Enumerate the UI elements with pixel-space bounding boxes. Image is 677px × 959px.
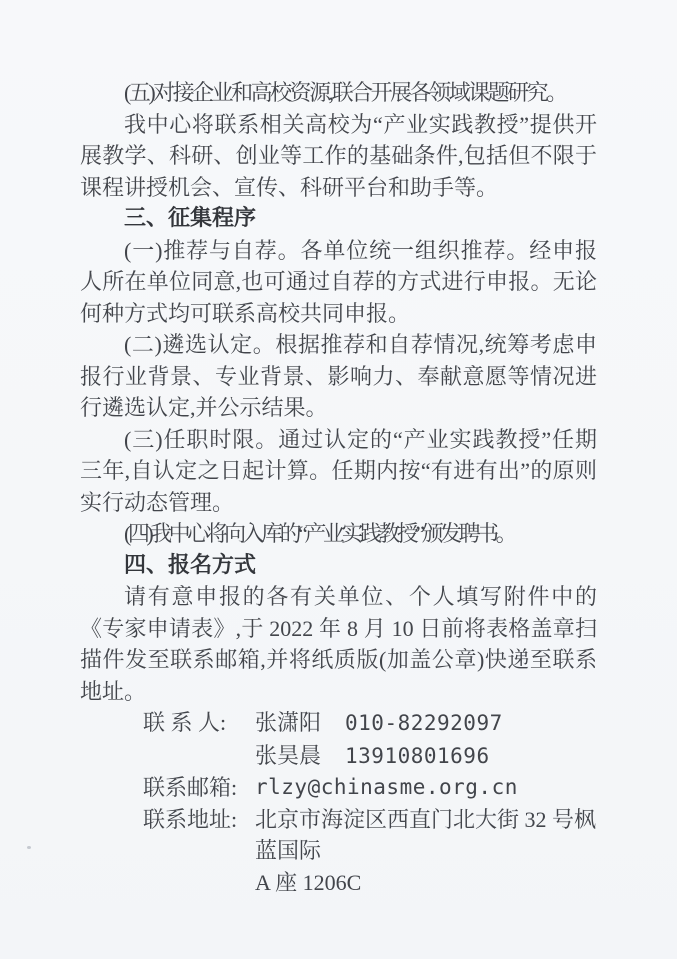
contact-person-name-1: 张潇阳	[255, 710, 322, 735]
document-body	[80, 77, 597, 898]
scan-artifact-dot	[27, 846, 31, 849]
contact-label-spacer	[143, 740, 255, 773]
paragraph-selection-confirmation: (二)遴选认定。根据推荐和自荐情况,统筹考虑申报行业背景、专业背景、影响力、奉献意愿等情况进行遴选认定,并公示结果。	[80, 332, 597, 420]
contact-person-phone-1: 010-82292097	[345, 711, 503, 735]
contact-address-row-2	[143, 867, 597, 899]
contact-person-label: 联 系 人:	[143, 710, 227, 735]
section-heading-registration-method: 四、报名方式	[124, 552, 257, 578]
contact-address-line-2: A 座 1206C	[255, 869, 362, 895]
section-heading-collection-procedure: 三、征集程序	[124, 206, 257, 231]
contact-email-value: rlzy@chinasme.org.cn	[255, 775, 518, 799]
contact-person-phone-2: 13910801696	[345, 743, 490, 768]
contact-address-label: 联系地址:	[143, 806, 238, 832]
paragraph-recommendation-self-nomination: (一)推荐与自荐。各单位统一组织推荐。经申报人所在单位同意,也可通过自荐的方式进行申报。无论何种方式均可联系高校共同申报。	[80, 237, 597, 326]
paragraph-term-limit: (三)任职时限。通过认定的“产业实践教授”任期三年,自认定之日起计算。任期内按“有进有出”的原则实行动态管理。	[80, 426, 597, 515]
contact-email-row	[143, 772, 597, 804]
contact-person-name-2: 张昊晨	[255, 742, 322, 768]
contact-block	[143, 707, 597, 898]
paragraph-application-instructions: 请有意申报的各有关单位、个人填写附件中的《专家申请表》,于 2022 年 8 月 10 日前将表格盖章扫描件发至联系邮箱,并将纸质版(加盖公章)快递至联系地址。	[80, 584, 597, 704]
contact-person-value-1	[255, 707, 503, 740]
contact-person-row-1	[143, 707, 597, 740]
contact-address-line-1: 北京市海淀区西直门北大街 32 号枫蓝国际	[255, 806, 597, 863]
paragraph-item-five: (五)对接企业和高校资源,联合开展各领域课题研究。	[124, 80, 566, 105]
paragraph-certificate-issue: (四)我中心将向入库的“产业实践教授”颁发聘书。	[124, 521, 515, 546]
contact-email-label: 联系邮箱:	[143, 775, 238, 800]
contact-person-value-2	[255, 740, 490, 773]
contact-address-row-1	[143, 804, 597, 867]
paragraph-support-conditions: 我中心将联系相关高校为“产业实践教授”提供开展教学、科研、创业等工作的基础条件,包括但不限于课程讲授机会、宣传、科研平台和助手等。	[80, 111, 597, 200]
contact-label-spacer	[143, 867, 255, 899]
contact-person-row-2	[143, 740, 597, 773]
